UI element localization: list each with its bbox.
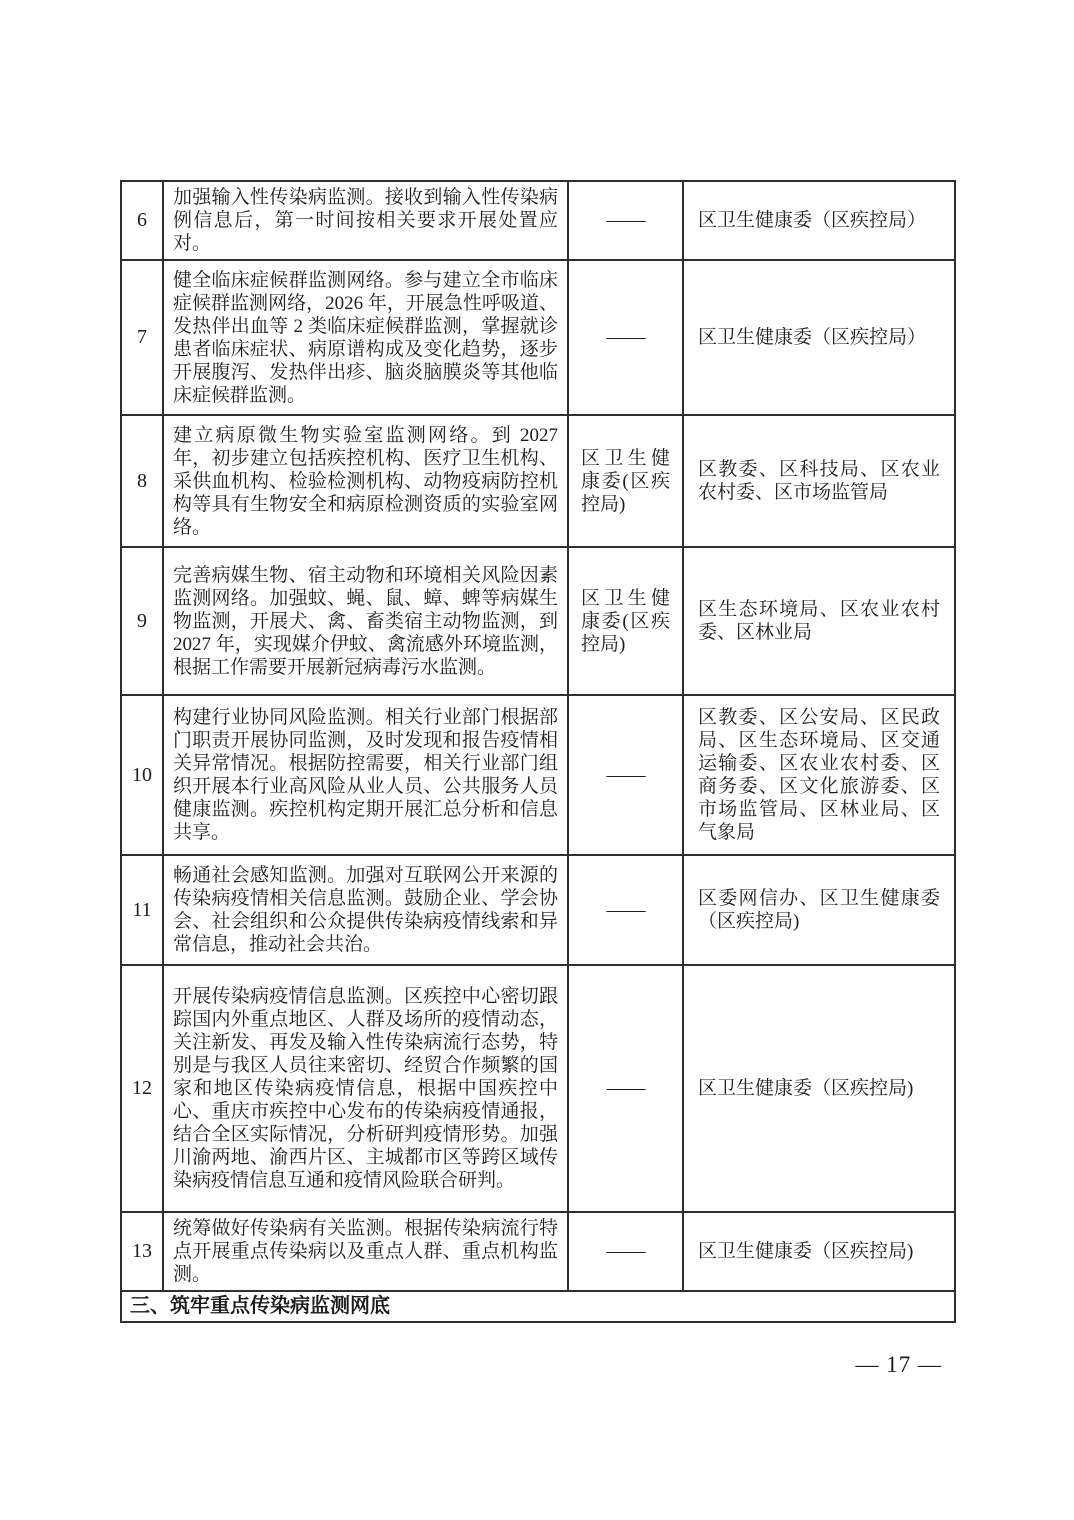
table-row [121, 855, 955, 965]
row-number-cell: 13 [121, 1212, 163, 1291]
row-number-cell: 12 [121, 965, 163, 1212]
lead-unit-cell: —— [568, 1212, 683, 1291]
section-header-row [121, 1291, 955, 1322]
task-cell: 完善病媒生物、宿主动物和环境相关风险因素监测网络。加强蚊、蝇、鼠、蟑、蜱等病媒生物监测，开展犬、禽、畜类宿主动物监测，到 2027 年，实现媒介伊蚊、禽流感外环境监测，根据工作需要开展新冠病毒污水监测。 [163, 547, 568, 695]
task-cell: 开展传染病疫情信息监测。区疾控中心密切跟踪国内外重点地区、人群及场所的疫情动态，关注新发、再发及输入性传染病流行态势，特别是与我区人员往来密切、经贸合作频繁的国家和地区传染病疫情信息，根据中国疾控中心、重庆市疾控中心发布的传染病疫情通报，结合全区实际情况，分析研判疫情形势。加强川渝两地、渝西片区、主城都市区等跨区域传染病疫情信息互通和疫情风险联合研判。 [163, 965, 568, 1212]
lead-unit-cell: —— [568, 965, 683, 1212]
table-row [121, 695, 955, 855]
table-row [121, 415, 955, 547]
cooperating-units-cell: 区生态环境局、区农业农村委、区林业局 [683, 547, 955, 695]
cooperating-units-cell: 区卫生健康委（区疾控局) [683, 965, 955, 1212]
table-row [121, 1212, 955, 1291]
table-row [121, 260, 955, 415]
section-heading: 三、筑牢重点传染病监测网底 [121, 1291, 955, 1322]
table-row [121, 181, 955, 260]
cooperating-units-cell: 区委网信办、区卫生健康委（区疾控局) [683, 855, 955, 965]
lead-unit-cell: 区卫生健康委(区疾控局) [568, 547, 683, 695]
lead-unit-cell: 区卫生健康委(区疾控局) [568, 415, 683, 547]
cooperating-units-cell: 区卫生健康委（区疾控局） [683, 260, 955, 415]
task-cell: 加强输入性传染病监测。接收到输入性传染病例信息后，第一时间按相关要求开展处置应对。 [163, 181, 568, 260]
lead-unit-cell: —— [568, 260, 683, 415]
row-number-cell: 11 [121, 855, 163, 965]
page-number: — 17 — [855, 1352, 942, 1377]
monitoring-tasks-table [120, 180, 956, 1323]
row-number-cell: 6 [121, 181, 163, 260]
table-row [121, 965, 955, 1212]
lead-unit-cell: —— [568, 695, 683, 855]
cooperating-units-cell: 区卫生健康委（区疾控局） [683, 181, 955, 260]
task-cell: 建立病原微生物实验室监测网络。到 2027 年，初步建立包括疾控机构、医疗卫生机构、采供血机构、检验检测机构、动物疫病防控机构等具有生物安全和病原检测资质的实验室网络。 [163, 415, 568, 547]
cooperating-units-cell: 区教委、区公安局、区民政局、区生态环境局、区交通运输委、区农业农村委、区商务委、区文化旅游委、区市场监管局、区林业局、区气象局 [683, 695, 955, 855]
cooperating-units-cell: 区教委、区科技局、区农业农村委、区市场监管局 [683, 415, 955, 547]
task-cell: 统筹做好传染病有关监测。根据传染病流行特点开展重点传染病以及重点人群、重点机构监测。 [163, 1212, 568, 1291]
lead-unit-cell: —— [568, 855, 683, 965]
cooperating-units-cell: 区卫生健康委（区疾控局) [683, 1212, 955, 1291]
task-cell: 健全临床症候群监测网络。参与建立全市临床症候群监测网络，2026 年，开展急性呼吸道、发热伴出血等 2 类临床症候群监测，掌握就诊患者临床症状、病原谱构成及变化趋势，逐步开展腹泻、发热伴出疹、脑炎脑膜炎等其他临床症候群监测。 [163, 260, 568, 415]
row-number-cell: 10 [121, 695, 163, 855]
lead-unit-cell: —— [568, 181, 683, 260]
row-number-cell: 7 [121, 260, 163, 415]
task-cell: 畅通社会感知监测。加强对互联网公开来源的传染病疫情相关信息监测。鼓励企业、学会协会、社会组织和公众提供传染病疫情线索和异常信息，推动社会共治。 [163, 855, 568, 965]
row-number-cell: 8 [121, 415, 163, 547]
table-row [121, 547, 955, 695]
task-cell: 构建行业协同风险监测。相关行业部门根据部门职责开展协同监测，及时发现和报告疫情相关异常情况。根据防控需要，相关行业部门组织开展本行业高风险从业人员、公共服务人员健康监测。疾控机构定期开展汇总分析和信息共享。 [163, 695, 568, 855]
row-number-cell: 9 [121, 547, 163, 695]
